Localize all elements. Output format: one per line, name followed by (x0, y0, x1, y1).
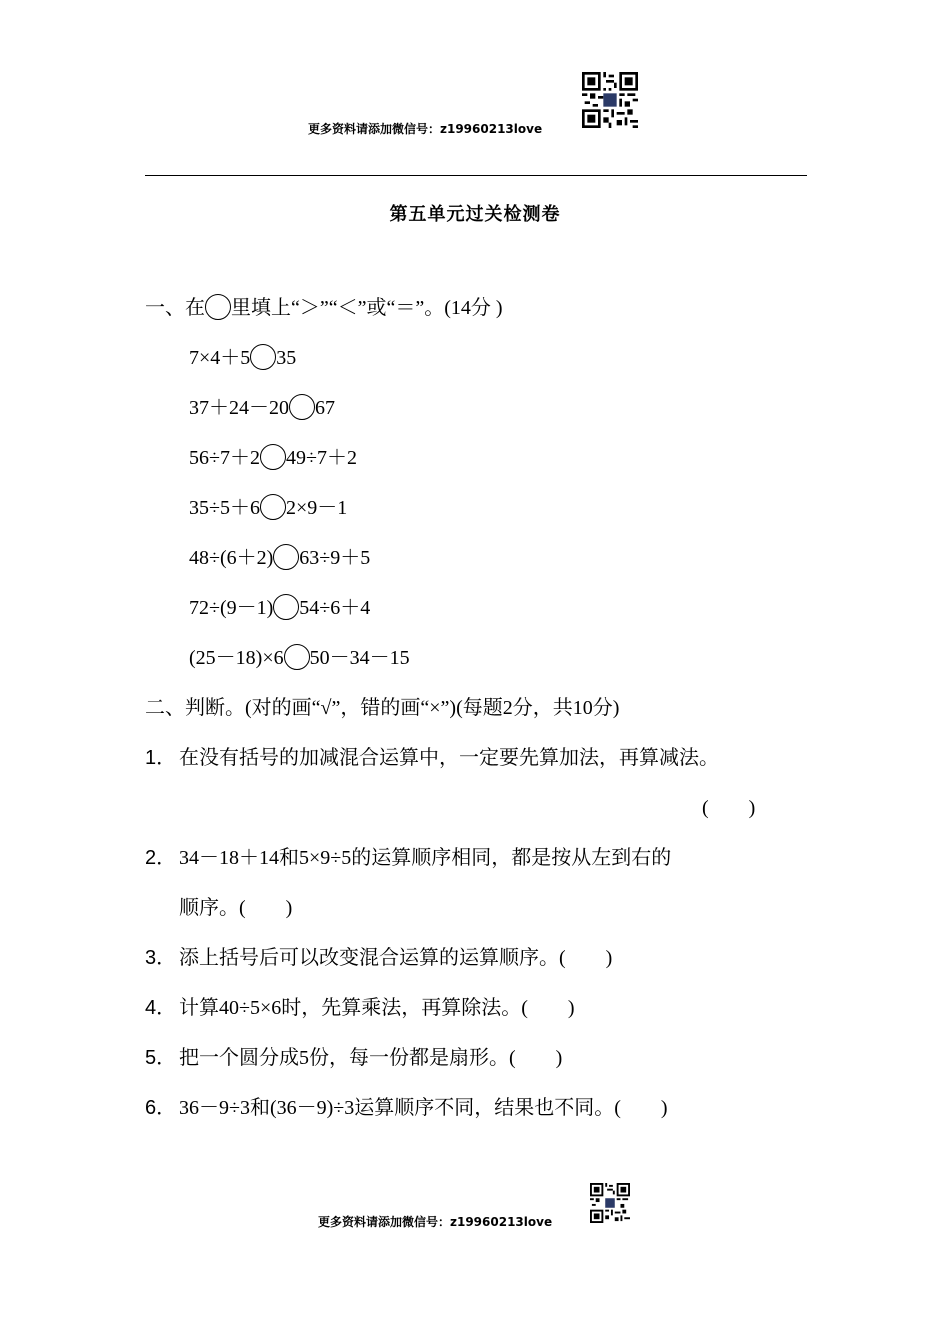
compare-item (189, 394, 335, 421)
compare-left: (25－18)×6 (189, 647, 284, 669)
compare-left: 56÷7＋2 (189, 447, 260, 469)
item-text: 34－18＋14和5×9÷5的运算顺序相同，都是按从左到右的 (179, 847, 672, 869)
item-text: 36－9÷3和(36－9)÷3运算顺序不同，结果也不同。( ) (179, 1097, 668, 1119)
item-number: 6． (145, 1097, 177, 1119)
section1-heading (145, 294, 503, 321)
compare-right: 63÷9＋5 (299, 547, 371, 569)
compare-left: 35÷5＋6 (189, 497, 260, 519)
compare-item (189, 344, 296, 371)
answer-circle[interactable] (273, 594, 299, 620)
item-text: 添上括号后可以改变混合运算的运算顺序。( ) (179, 947, 613, 969)
section1-prefix: 一、在 (145, 297, 205, 319)
judge-item (145, 1095, 668, 1121)
answer-circle[interactable] (260, 494, 286, 520)
item-text: 把一个圆分成5份，每一份都是扇形。( ) (179, 1047, 563, 1069)
qr-code-icon (582, 72, 638, 128)
answer-bracket[interactable]: ( ) (702, 797, 756, 819)
compare-right: 67 (315, 397, 335, 419)
compare-item (189, 644, 410, 671)
section1-suffix: 里填上“＞”“＜”或“＝”。(14分 ) (231, 297, 503, 319)
section2-heading: 二、判断。(对的画“√”，错的画“×”)(每题2分，共10分) (145, 697, 620, 719)
item-number: 4． (145, 997, 177, 1019)
compare-item (189, 494, 347, 521)
compare-item (189, 544, 370, 571)
compare-left: 7×4＋5 (189, 347, 251, 369)
compare-left: 48÷(6＋2) (189, 547, 274, 569)
page-title: 第五单元过关检测卷 (389, 204, 561, 225)
compare-right: 35 (276, 347, 297, 369)
header-rule (145, 175, 807, 176)
footer-wechat-text: 更多资料请添加微信号：z19960213love (318, 1215, 553, 1229)
answer-circle[interactable] (250, 344, 276, 370)
answer-circle[interactable] (260, 444, 286, 470)
judge-item (145, 1045, 562, 1071)
item-text: 计算40÷5×6时，先算乘法，再算除法。( ) (179, 997, 575, 1019)
compare-item (189, 444, 357, 471)
item-text-continued: 顺序。( ) (179, 897, 293, 919)
compare-right: 54÷6＋4 (299, 597, 371, 619)
qr-code-icon (590, 1183, 630, 1223)
compare-left: 72÷(9－1) (189, 597, 274, 619)
compare-right: 2×9－1 (285, 497, 348, 519)
judge-item (145, 745, 719, 771)
compare-right: 50－34－15 (309, 647, 410, 669)
compare-item (189, 594, 370, 621)
judge-item (145, 945, 612, 971)
item-number: 3． (145, 947, 177, 969)
item-text: 在没有括号的加减混合运算中，一定要先算加法，再算减法。 (179, 747, 719, 769)
item-number: 2． (145, 847, 177, 869)
answer-circle[interactable] (289, 394, 315, 420)
compare-left: 37＋24－20 (189, 397, 289, 419)
answer-circle[interactable] (273, 544, 299, 570)
answer-circle[interactable] (205, 294, 231, 320)
answer-circle[interactable] (284, 644, 310, 670)
item-number: 5． (145, 1047, 177, 1069)
compare-right: 49÷7＋2 (285, 447, 357, 469)
judge-item (145, 995, 575, 1021)
judge-item (145, 845, 671, 871)
item-number: 1． (145, 747, 177, 769)
header-wechat-text: 更多资料请添加微信号：z19960213love (308, 122, 543, 136)
